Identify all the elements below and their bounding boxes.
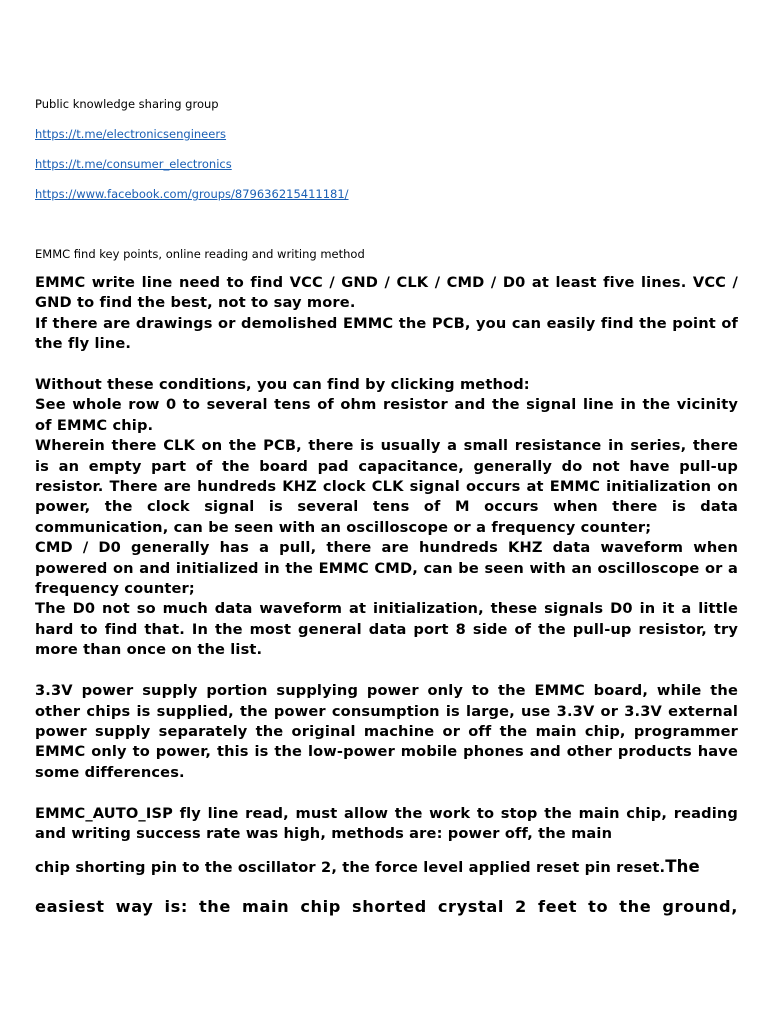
article-body (35, 273, 738, 844)
paragraph-spacer (35, 783, 738, 803)
paragraph-clk: Wherein there CLK on the PCB, there is usually a small resistance in series, there is an empty part of the board pad capacitance, generally do not have pull-up resistor. There are hundreds KHZ clock CLK signal occurs at EMMC initialization on power, the clock signal is several tens of M occurs when there is data communication, can be seen with an oscilloscope or a frequency counter; (35, 437, 738, 536)
the-text: The (665, 857, 700, 876)
paragraph-cmd-d0: CMD / D0 generally has a pull, there are hundreds KHZ data waveform when powered on and initialized in the EMMC CMD, can be seen with an oscilloscope or a frequency counter; (35, 539, 738, 598)
article-title: EMMC find key points, online reading and writing method (35, 247, 365, 261)
paragraph-resistor-row: See whole row 0 to several tens of ohm resistor and the signal line in the vicinity of EMMC chip. (35, 396, 738, 434)
telegram-consumer-electronics-link[interactable]: https://t.me/consumer_electronics (35, 157, 232, 171)
paragraph-auto-isp: EMMC_AUTO_ISP fly line read, must allow the work to stop the main chip, reading and writing success rate was high, methods are: power off, the main (35, 804, 738, 842)
paragraph-spacer (35, 355, 738, 375)
paragraph-d0: The D0 not so much data waveform at initialization, these signals D0 in it a little hard to find that. In the most general data port 8 side of the pull-up resistor, try more than once on the list. (35, 600, 738, 659)
telegram-electronics-engineers-link[interactable]: https://t.me/electronicsengineers (35, 127, 227, 141)
facebook-group-link[interactable]: https://www.facebook.com/groups/879636215411181/ (35, 187, 349, 201)
paragraph-spacer (35, 661, 738, 681)
paragraph-power-supply: 3.3V power supply portion supplying power only to the EMMC board, while the other chips is supplied, the power consumption is large, use 3.3V or 3.3V external power supply separately the original machine or off the main chip, programmer EMMC only to power, this is the low-power mobile phones and other products have some differences. (35, 682, 738, 781)
shorting-pin-text: chip shorting pin to the oscillator 2, the force level applied reset pin reset. (35, 859, 666, 876)
paragraph-auto-isp-continued (35, 857, 738, 878)
paragraph-clicking-method: Without these conditions, you can find by clicking method: (35, 376, 530, 394)
paragraph-drawings: If there are drawings or demolished EMMC the PCB, you can easily find the point of the fly line. (35, 314, 738, 353)
paragraph-easiest-way: easiest way is: the main chip shorted crystal 2 feet to the ground, (35, 897, 738, 916)
paragraph-five-lines: EMMC write line need to find VCC / GND / CLK / CMD / D0 at least five lines. VCC / GND to find the best, not to say more. (35, 274, 738, 312)
group-label: Public knowledge sharing group (35, 97, 219, 111)
